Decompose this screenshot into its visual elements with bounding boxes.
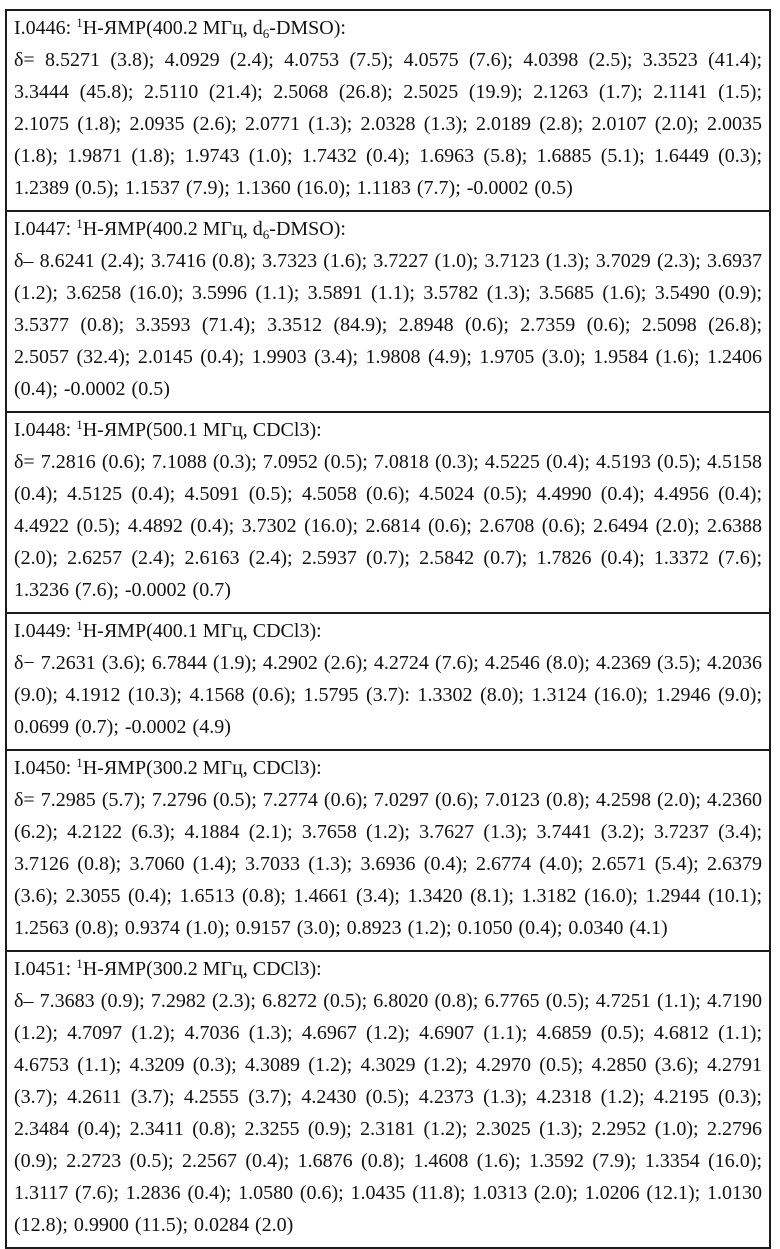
method-text: H-ЯМР(400.2 МГц, d — [82, 17, 263, 39]
nucleus-superscript: 1 — [76, 755, 83, 770]
peak-list: δ– 7.3683 (0.9); 7.2982 (2.3); 6.8272 (0.5); 6.8020 (0.8); 6.7765 (0.5); 4.7251 (1.1); 4.7190 (1.2); 4.7097 (1.2); 4.7036 (1.3); 4.6967 (1.2); 4.6907 (1.1); 4.6859 (0.5); 4.6812 (1.1); 4.6753 (1.1); 4.3209 (0.3); 4.3089 (1.2); 4.3029 (1.2); 4.2970 (0.5); 4.2850 (3.6); 4.2791 (3.7); 4.2611 (3.7); 4.2555 (3.7); 4.2430 (0.5); 4.2373 (1.3); 4.2318 (1.2); 4.2195 (0.3); 2.3484 (0.4); 2.3411 (0.8); 2.3255 (0.9); 2.3181 (1.2); 2.3025 (1.3); 2.2952 (1.0); 2.2796 (0.9); 2.2723 (0.5); 2.2567 (0.4); 1.6876 (0.8); 1.4608 (1.6); 1.3592 (7.9); 1.3354 (16.0); 1.3117 (7.6); 1.2836 (0.4); 1.0580 (0.6); 1.0435 (11.8); 1.0313 (2.0); 1.0206 (12.1); 1.0130 (12.8); 0.9900 (11.5); 0.0284 (2.0) — [14, 990, 762, 1236]
nmr-section-I0449 — [7, 614, 769, 751]
nmr-section-I0448 — [7, 413, 769, 614]
entry-code: I.0451: — [14, 958, 77, 980]
entry-code: I.0448: — [14, 419, 77, 441]
section-header — [14, 414, 762, 446]
peak-list: δ= 8.5271 (3.8); 4.0929 (2.4); 4.0753 (7.5); 4.0575 (7.6); 4.0398 (2.5); 3.3523 (41.4); 3.3444 (45.8); 2.5110 (21.4); 2.5068 (26.8); 2.5025 (19.9); 2.1263 (1.7); 2.1141 (1.5); 2.1075 (1.8); 2.0935 (2.6); 2.0771 (1.3); 2.0328 (1.3); 2.0189 (2.8); 2.0107 (2.0); 2.0035 (1.8); 1.9871 (1.8); 1.9743 (1.0); 1.7432 (0.4); 1.6963 (5.8); 1.6885 (5.1); 1.6449 (0.3); 1.2389 (0.5); 1.1537 (7.9); 1.1360 (16.0); 1.1183 (7.7); -0.0002 (0.5) — [14, 49, 762, 199]
section-header — [14, 615, 762, 647]
nmr-section-I0446 — [7, 11, 769, 212]
method-text: H-ЯМР(500.1 МГц, CDCl3): — [82, 419, 322, 441]
nmr-section-I0450 — [7, 751, 769, 952]
nmr-section-I0451 — [7, 952, 769, 1247]
method-text: H-ЯМР(300.2 МГц, CDCl3): — [82, 958, 322, 980]
header-tail: -DMSO): — [269, 17, 346, 39]
section-header — [14, 953, 762, 985]
peak-list: δ− 7.2631 (3.6); 6.7844 (1.9); 4.2902 (2.6); 4.2724 (7.6); 4.2546 (8.0); 4.2369 (3.5); 4.2036 (9.0); 4.1912 (10.3); 4.1568 (0.6); 1.5795 (3.7): 1.3302 (8.0); 1.3124 (16.0); 1.2946 (9.0); 0.0699 (0.7); -0.0002 (4.9) — [14, 652, 762, 738]
peak-list: δ– 8.6241 (2.4); 3.7416 (0.8); 3.7323 (1.6); 3.7227 (1.0); 3.7123 (1.3); 3.7029 (2.3); 3.6937 (1.2); 3.6258 (16.0); 3.5996 (1.1); 3.5891 (1.1); 3.5782 (1.3); 3.5685 (1.6); 3.5490 (0.9); 3.5377 (0.8); 3.3593 (71.4); 3.3512 (84.9); 2.8948 (0.6); 2.7359 (0.6); 2.5098 (26.8); 2.5057 (32.4); 2.0145 (0.4); 1.9903 (3.4); 1.9808 (4.9); 1.9705 (3.0); 1.9584 (1.6); 1.2406 (0.4); -0.0002 (0.5) — [14, 250, 762, 400]
nmr-data-table — [5, 9, 771, 1249]
solvent-subscript: 6 — [262, 26, 270, 41]
peak-list: δ= 7.2985 (5.7); 7.2796 (0.5); 7.2774 (0.6); 7.0297 (0.6); 7.0123 (0.8); 4.2598 (2.0); 4.2360 (6.2); 4.2122 (6.3); 4.1884 (2.1); 3.7658 (1.2); 3.7627 (1.3); 3.7441 (3.2); 3.7237 (3.4); 3.7126 (0.8); 3.7060 (1.4); 3.7033 (1.3); 3.6936 (0.4); 2.6774 (4.0); 2.6571 (5.4); 2.6379 (3.6); 2.3055 (0.4); 1.6513 (0.8); 1.4661 (3.4); 1.3420 (8.1); 1.3182 (16.0); 1.2944 (10.1); 1.2563 (0.8); 0.9374 (1.0); 0.9157 (3.0); 0.8923 (1.2); 0.1050 (0.4); 0.0340 (4.1) — [14, 789, 762, 939]
nucleus-superscript: 1 — [76, 618, 83, 633]
section-header — [14, 752, 762, 784]
section-header — [14, 213, 762, 245]
entry-code: I.0449: — [14, 620, 77, 642]
entry-code: I.0446: — [14, 17, 77, 39]
peak-list: δ= 7.2816 (0.6); 7.1088 (0.3); 7.0952 (0.5); 7.0818 (0.3); 4.5225 (0.4); 4.5193 (0.5); 4.5158 (0.4); 4.5125 (0.4); 4.5091 (0.5); 4.5058 (0.6); 4.5024 (0.5); 4.4990 (0.4); 4.4956 (0.4); 4.4922 (0.5); 4.4892 (0.4); 3.7302 (16.0); 2.6814 (0.6); 2.6708 (0.6); 2.6494 (2.0); 2.6388 (2.0); 2.6257 (2.4); 2.6163 (2.4); 2.5937 (0.7); 2.5842 (0.7); 1.7826 (0.4); 1.3372 (7.6); 1.3236 (7.6); -0.0002 (0.7) — [14, 451, 762, 601]
solvent-subscript: 6 — [262, 227, 270, 242]
nucleus-superscript: 1 — [76, 417, 83, 432]
header-tail: -DMSO): — [269, 218, 346, 240]
nmr-section-I0447 — [7, 212, 769, 413]
nucleus-superscript: 1 — [76, 15, 83, 30]
entry-code: I.0447: — [14, 218, 77, 240]
section-header — [14, 12, 762, 44]
nucleus-superscript: 1 — [76, 956, 83, 971]
method-text: H-ЯМР(300.2 МГц, CDCl3): — [82, 757, 322, 779]
nucleus-superscript: 1 — [76, 216, 83, 231]
method-text: H-ЯМР(400.1 МГц, CDCl3): — [82, 620, 322, 642]
entry-code: I.0450: — [14, 757, 77, 779]
method-text: H-ЯМР(400.2 МГц, d — [82, 218, 263, 240]
